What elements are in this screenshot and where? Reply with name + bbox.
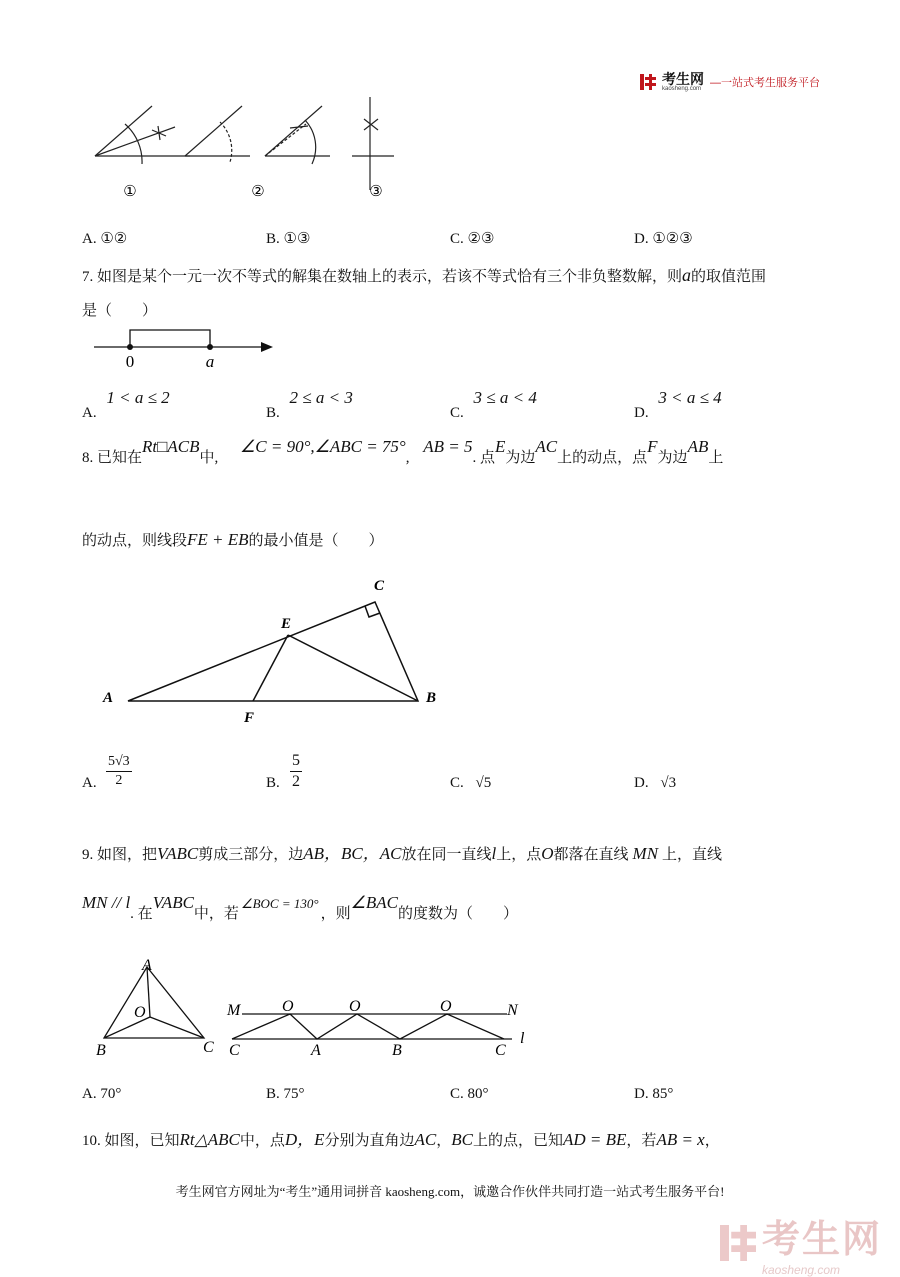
q10-stem-line1: 10. 如图，已知Rt△ABC中，点D，E分别为直角边AC，BC上的点，已知AD = BE，若AB = x，: [82, 1130, 720, 1149]
q6-fig-label-1: ①: [123, 184, 137, 200]
q7-option-d: D. 3 < a ≤ 4: [634, 388, 722, 421]
q8-option-a-letter: A.: [82, 775, 97, 791]
q8-option-c: C. √5: [450, 775, 492, 791]
header-logo: [640, 72, 820, 92]
q8-label-c: C: [374, 578, 385, 594]
q9-left-label-b: B: [96, 1042, 106, 1059]
logo-text: [662, 72, 704, 92]
q7-stem-line2: 是（ ）: [82, 303, 158, 319]
q8-triangle-figure: [95, 570, 455, 730]
q9-right-label-l: l: [520, 1030, 525, 1047]
q7-option-b: B. 2 ≤ a < 3: [266, 388, 353, 421]
watermark-text: 考生网: [762, 1219, 883, 1261]
q6-figures: [80, 92, 410, 207]
q9-right-label-c1: C: [229, 1042, 240, 1059]
q7-axis-a: a: [205, 352, 215, 371]
q9-right-label-o3: O: [440, 998, 452, 1015]
q9-right-label-o1: O: [282, 998, 294, 1015]
q8-option-b-fraction: 5 2: [292, 752, 300, 790]
q7-axis-zero: 0: [125, 352, 135, 371]
q9-left-label-a: A: [142, 957, 152, 974]
kaosheng-logo-icon: [640, 74, 656, 90]
q9-left-label-o: O: [134, 1004, 146, 1021]
q9-stem-line2: MN // l. 在VABC中，若∠BOC = 130°，则∠BAC的度数为（ ）: [82, 893, 518, 922]
brand-domain: kaosheng.com: [662, 86, 702, 92]
watermark: [720, 1208, 882, 1277]
q6-fig-label-3: ③: [369, 184, 383, 200]
q8-option-b-letter: B.: [266, 775, 280, 791]
page-footer: 考生网官方网址为“考生”通用词拼音 kaosheng.com，诚邀合作伙伴共同打造一站式考生服务平台!: [175, 1184, 725, 1199]
q9-option-b: B. 75°: [266, 1086, 305, 1102]
q6-option-a: A. ①②: [82, 231, 128, 247]
q9-right-label-n: N: [507, 1002, 518, 1019]
q7-option-c: C. 3 ≤ a < 4: [450, 388, 537, 421]
q9-right-label-c2: C: [495, 1042, 506, 1059]
q8-label-f: F: [244, 710, 255, 726]
watermark-logo-icon: [720, 1223, 756, 1263]
q9-stem-line1: 9. 如图，把VABC剪成三部分，边AB，BC，AC放在同一直线l上，点O都落在直线 MN 上，直线: [82, 844, 723, 863]
q6-option-d: D. ①②③: [634, 231, 693, 247]
q9-option-c: C. 80°: [450, 1086, 489, 1102]
brand-name: 考生网: [662, 71, 704, 87]
q8-option-a-fraction: 5√3 2: [108, 754, 130, 788]
q9-option-d: D. 85°: [634, 1086, 674, 1102]
q9-right-label-b: B: [392, 1042, 402, 1059]
q7-option-a: A. 1 < a ≤ 2: [82, 388, 170, 421]
q8-label-a: A: [103, 690, 114, 706]
q7-number-line: [90, 322, 280, 372]
q6-option-c: C. ②③: [450, 231, 495, 247]
q7-stem-line1: 7. 如图是某个一元一次不等式的解集在数轴上的表示，若该不等式恰有三个非负整数解，则a的取值范围: [82, 265, 767, 285]
q9-right-label-m: M: [227, 1002, 241, 1019]
q9-option-a: A. 70°: [82, 1086, 122, 1102]
q9-left-label-c: C: [203, 1039, 214, 1056]
q9-right-label-a: A: [311, 1042, 321, 1059]
brand-slogan: —一站式考生服务平台: [710, 77, 820, 89]
watermark-sub: kaosheng.com: [762, 1263, 841, 1277]
q8-stem-line2: 的动点，则线段FE + EB的最小值是（ ）: [82, 530, 384, 549]
q9-right-label-o2: O: [349, 998, 361, 1015]
q8-option-d: D. √3: [634, 775, 677, 791]
q8-stem-line1: 8. 已知在Rt□ACB中, ∠C = 90°,∠ABC = 75°, AB = 5. 点E为边AC上的动点，点F为边AB上: [82, 437, 724, 466]
q6-option-b: B. ①③: [266, 231, 311, 247]
q8-label-e: E: [281, 616, 292, 632]
q8-label-b: B: [426, 690, 437, 706]
q9-figure: [92, 955, 532, 1060]
q6-fig-label-2: ②: [251, 184, 265, 200]
